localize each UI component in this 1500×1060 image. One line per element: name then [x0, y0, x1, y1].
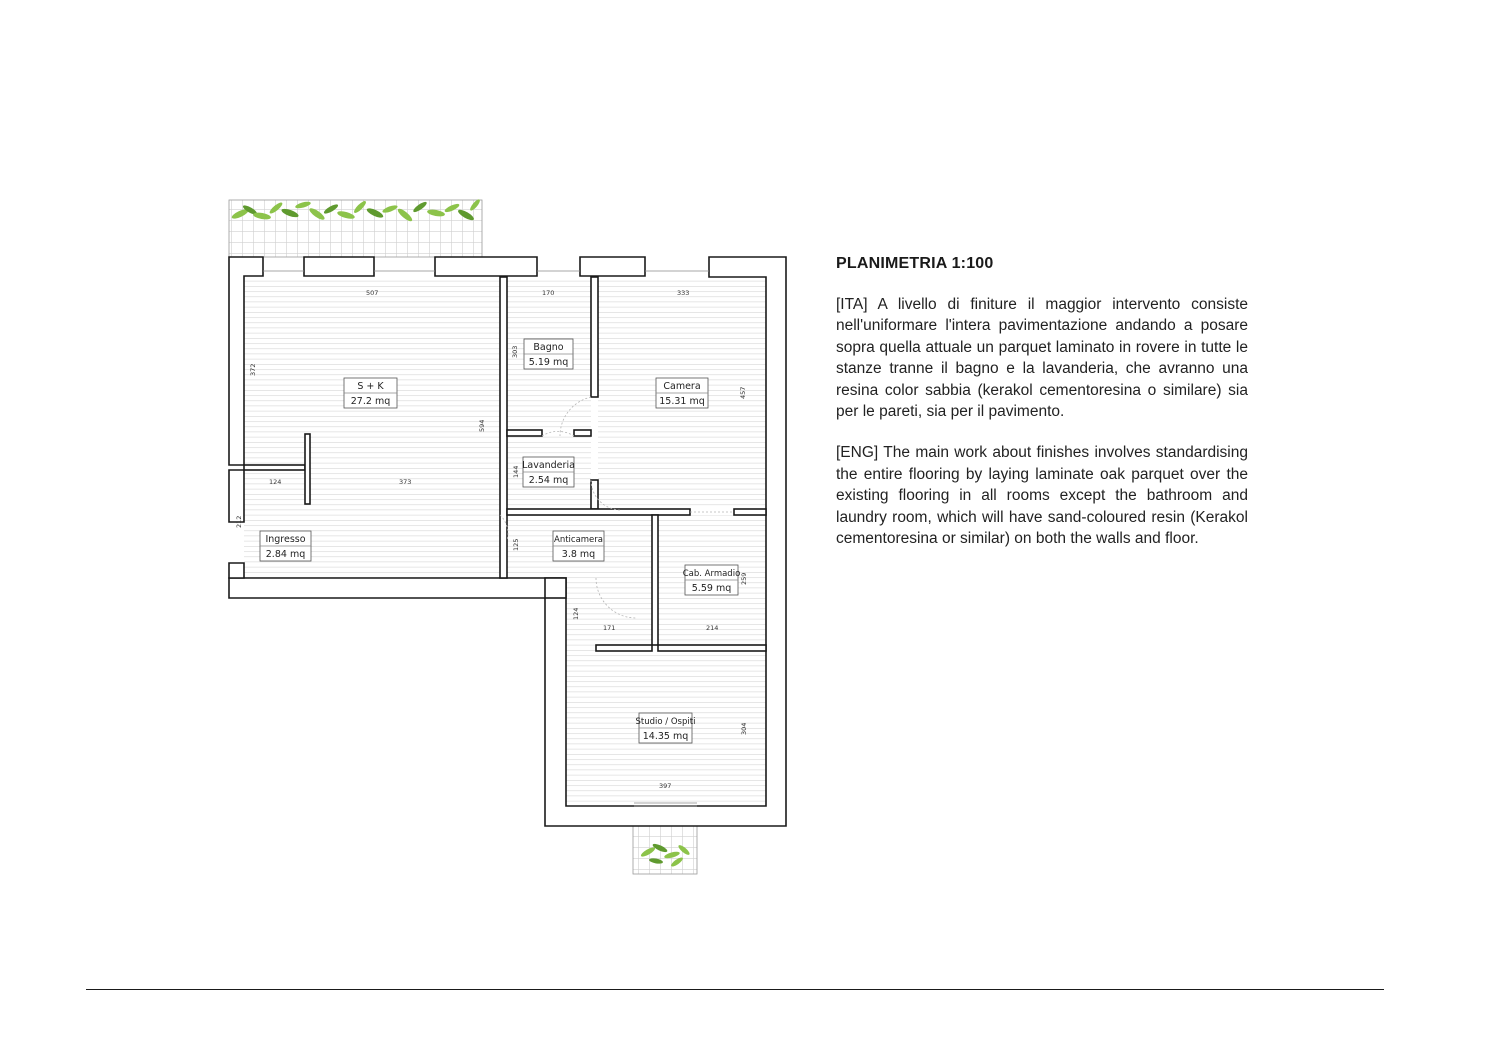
room-name: Camera — [663, 381, 701, 392]
room-area: 5.19 mq — [528, 357, 569, 368]
room-label-ingresso — [260, 531, 311, 561]
dim-label: 372 — [249, 363, 257, 376]
footer-divider — [86, 989, 1384, 990]
dim-label: 373 — [399, 478, 412, 486]
room-name: Anticamera — [554, 535, 603, 545]
dim-label: 124 — [572, 607, 580, 620]
dim-label: 259 — [740, 572, 748, 585]
dim-label: 507 — [366, 289, 379, 297]
room-label-camera — [656, 378, 708, 408]
dim-label: 214 — [706, 624, 719, 632]
dim-label: 144 — [512, 465, 520, 478]
room-area: 3.8 mq — [561, 549, 596, 560]
room-label-sk — [344, 378, 397, 408]
dim-label: 397 — [659, 782, 672, 790]
dim-label: 124 — [269, 478, 282, 486]
room-name: S + K — [357, 381, 384, 392]
description-panel — [836, 255, 1248, 569]
dim-label: 594 — [478, 419, 486, 432]
description-eng: [ENG] The main work about finishes involves standardising the entire flooring by laying laminate oak parquet over the existing flooring in all rooms except the bathroom and laundry room, which will have sand-coloured resin (Kerakol cementoresina or similar) on both the walls and floor. — [836, 444, 1248, 548]
dim-label: 170 — [542, 289, 555, 297]
room-area: 5.59 mq — [691, 583, 732, 594]
balcony-top — [229, 198, 482, 257]
dim-label: 304 — [740, 722, 748, 735]
room-area: 27.2 mq — [350, 396, 391, 407]
dim-label: 333 — [677, 289, 690, 297]
room-name: Cab. Armadio — [682, 569, 741, 579]
room-area: 2.84 mq — [265, 549, 306, 560]
dim-label: 457 — [739, 386, 747, 399]
dim-label: 212 — [235, 515, 243, 528]
room-name: Ingresso — [265, 534, 306, 545]
room-label-studio — [636, 713, 696, 743]
dim-label: 171 — [603, 624, 616, 632]
room-label-anticamera — [553, 531, 604, 561]
room-label-armadio — [683, 565, 741, 595]
room-name: Lavanderia — [522, 460, 575, 471]
room-label-bagno — [524, 339, 573, 369]
room-name: Bagno — [533, 342, 564, 353]
room-label-lavanderia — [522, 457, 575, 487]
room-area: 14.35 mq — [642, 731, 689, 742]
dim-label: 303 — [511, 345, 519, 358]
dim-label: 125 — [512, 538, 520, 551]
description-ita: [ITA] A livello di finiture il maggior intervento consiste nell'uniformare l'intera pavimentazione andando a posare sopra quella attuale un parquet laminato in rovere in tutte le stanze tranne il bagno e la lavanderia, che avranno una resina color sabbia (kerakol cementoresina o similare) sia per le pareti, sia per il pavimento. — [836, 296, 1248, 421]
room-area: 2.54 mq — [528, 475, 569, 486]
page-title: PLANIMETRIA 1:100 — [836, 255, 994, 272]
room-area: 15.31 mq — [659, 396, 705, 407]
room-name: Studio / Ospiti — [635, 717, 696, 727]
